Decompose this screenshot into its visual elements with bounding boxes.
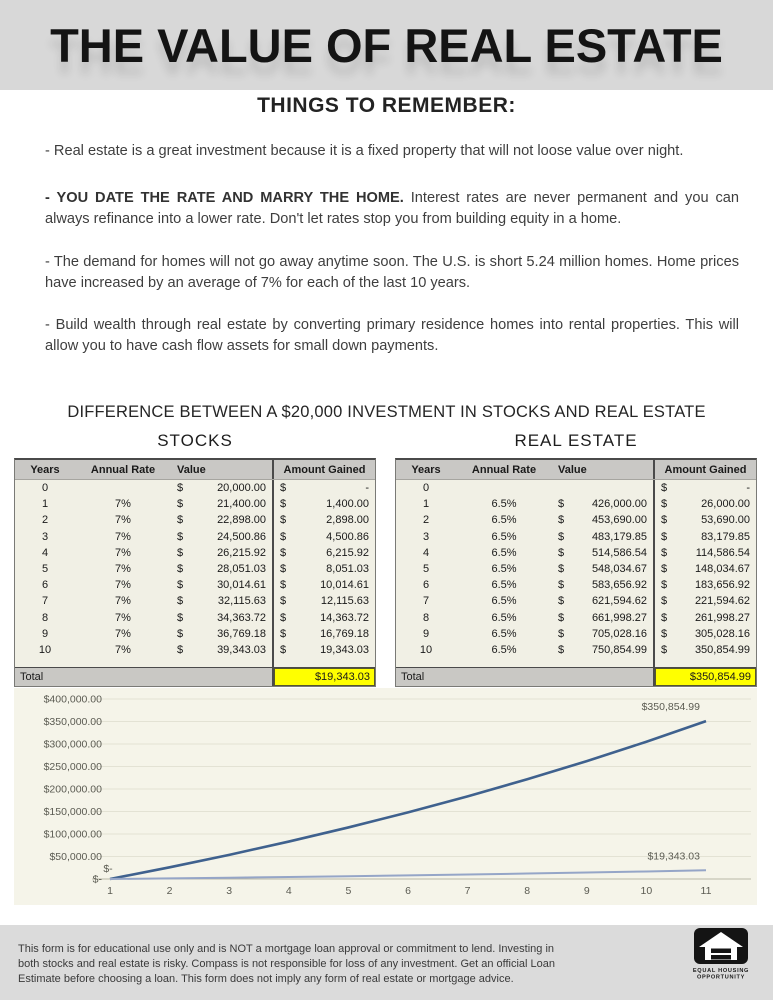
svg-text:EQUAL HOUSING: EQUAL HOUSING <box>692 968 750 974</box>
bullet-paragraph <box>45 252 739 294</box>
equal-housing-house-icon <box>692 928 750 982</box>
table-spacer-row <box>15 658 375 667</box>
cell-amount-gained: $ 261,998.27 <box>653 610 756 626</box>
cell-years: 7 <box>422 595 430 608</box>
bullet-paragraph <box>45 141 739 162</box>
cell-value: $ 621,594.62 <box>558 595 647 608</box>
table-row <box>15 642 375 658</box>
cell-years: 8 <box>422 611 430 624</box>
table-row <box>15 577 375 593</box>
cell-value: $ 20,000.00 <box>177 482 266 495</box>
cell-value: $ 750,854.99 <box>558 643 647 656</box>
table-row <box>396 642 756 658</box>
header-amount-gained: Amount Gained <box>272 460 375 479</box>
bullet-list <box>45 141 739 357</box>
table-row <box>396 545 756 561</box>
x-axis-tick-label: 8 <box>524 885 531 897</box>
cell-amount-gained: $ 14,363.72 <box>272 610 375 626</box>
cell-value: $ 453,690.00 <box>558 514 647 527</box>
cell-years: 10 <box>419 643 433 656</box>
header-years: Years <box>30 463 60 476</box>
table-row <box>396 561 756 577</box>
cell-value: $ 39,343.03 <box>177 643 266 656</box>
table-row <box>396 480 756 496</box>
svg-text:OPPORTUNITY: OPPORTUNITY <box>696 974 746 981</box>
y-axis-tick-label: $400,000.00 <box>43 693 102 706</box>
table-row <box>15 593 375 609</box>
cell-annual-rate: 7% <box>115 643 131 656</box>
bullet-text: - The demand for homes will not go away anytime soon. The U.S. is short 5.24 million homes. Home prices have increased by an average of 7% for each of the last 10 years. <box>45 254 739 291</box>
x-axis-tick-label: 6 <box>405 885 411 897</box>
cell-amount-gained: $ - <box>272 480 375 496</box>
cell-value: $ 21,400.00 <box>177 498 266 511</box>
cell-years: 2 <box>422 514 430 527</box>
cell-amount-gained: $ 350,854.99 <box>653 642 756 658</box>
page-title: THE VALUE OF REAL ESTATE <box>50 18 723 72</box>
cell-years: 9 <box>41 627 49 640</box>
cell-amount-gained: $ - <box>653 480 756 496</box>
bullet-text: - Build wealth through real estate by converting primary residence homes into rental properties. This will allow you to have cash flow assets for small down payments. <box>45 317 739 354</box>
cell-annual-rate <box>456 480 552 496</box>
y-axis-tick-label: $350,000.00 <box>43 716 102 728</box>
cell-years: 4 <box>41 546 49 559</box>
cell-annual-rate: 6.5% <box>491 595 517 608</box>
series-end-label: $19,343.03 <box>647 850 700 863</box>
cell-years: 1 <box>41 498 49 511</box>
bullet-paragraph <box>45 188 739 230</box>
cell-years: 3 <box>422 530 430 543</box>
header-years: Years <box>411 463 441 476</box>
stocks-table <box>14 458 376 687</box>
cell-amount-gained: $ 2,898.00 <box>272 512 375 528</box>
cell-amount-gained: $ 10,014.61 <box>272 577 375 593</box>
table-row <box>396 593 756 609</box>
series-start-label: $- <box>103 863 113 875</box>
cell-annual-rate: 7% <box>115 498 131 511</box>
cell-years: 7 <box>41 595 49 608</box>
bullet-paragraph <box>45 315 739 357</box>
cell-years: 0 <box>422 482 430 495</box>
y-axis-tick-label: $100,000.00 <box>43 828 102 841</box>
cell-years: 9 <box>422 627 430 640</box>
stocks-table-title: STOCKS <box>157 431 233 450</box>
cell-amount-gained: $ 1,400.00 <box>272 496 375 512</box>
y-axis-tick-label: $200,000.00 <box>43 783 102 796</box>
cell-value: $ 34,363.72 <box>177 611 266 624</box>
y-axis-tick-label: $- <box>92 873 102 886</box>
cell-value: $ 26,215.92 <box>177 546 266 559</box>
cell-annual-rate: 7% <box>115 530 131 543</box>
cell-annual-rate: 6.5% <box>491 627 517 640</box>
table-row <box>15 626 375 642</box>
cell-annual-rate: 6.5% <box>491 611 517 624</box>
x-axis-tick-label: 9 <box>583 885 590 897</box>
cell-amount-gained: $ 148,034.67 <box>653 561 756 577</box>
cell-value: $ 28,051.03 <box>177 563 266 576</box>
y-axis-tick-label: $150,000.00 <box>43 806 102 818</box>
table-row <box>396 577 756 593</box>
bullet-text: Interest rates are never permanent and you can always refinance into a lower rate. Don't let rates stop you from building equity in a home. <box>45 190 740 227</box>
table-row <box>15 496 375 512</box>
total-value-highlight: $19,343.03 <box>272 668 375 686</box>
table-row <box>396 529 756 545</box>
cell-years: 10 <box>38 643 52 656</box>
table-header-row <box>15 460 375 480</box>
cell-value: $ 24,500.86 <box>177 530 266 543</box>
cell-value: $ 661,998.27 <box>558 611 647 624</box>
cell-years: 5 <box>422 563 430 576</box>
y-axis-tick-label: $300,000.00 <box>43 738 102 751</box>
x-axis-tick-label: 3 <box>226 885 233 897</box>
table-row <box>15 529 375 545</box>
cell-value <box>552 480 653 496</box>
stocks-table-body <box>15 480 375 658</box>
cell-annual-rate: 6.5% <box>491 563 517 576</box>
table-row <box>396 626 756 642</box>
cell-amount-gained: $ 4,500.86 <box>272 529 375 545</box>
total-label: Total <box>396 668 653 686</box>
y-axis-tick-label: $50,000.00 <box>49 851 102 863</box>
cell-annual-rate: 7% <box>115 579 131 592</box>
cell-amount-gained: $ 8,051.03 <box>272 561 375 577</box>
table-row <box>15 561 375 577</box>
cell-annual-rate: 7% <box>115 546 131 559</box>
cell-annual-rate: 6.5% <box>491 514 517 527</box>
table-row <box>396 610 756 626</box>
cell-value: $ 22,898.00 <box>177 514 266 527</box>
cell-amount-gained: $ 53,690.00 <box>653 512 756 528</box>
header-band <box>0 0 773 90</box>
cell-annual-rate: 6.5% <box>491 498 517 511</box>
x-axis-tick-label: 10 <box>640 885 653 897</box>
table-total-row <box>396 667 756 686</box>
cell-amount-gained: $ 83,179.85 <box>653 529 756 545</box>
series-end-label: $350,854.99 <box>641 701 700 714</box>
cell-amount-gained: $ 221,594.62 <box>653 593 756 609</box>
cell-amount-gained: $ 26,000.00 <box>653 496 756 512</box>
cell-years: 2 <box>41 514 49 527</box>
table-spacer-row <box>396 658 756 667</box>
cell-annual-rate: 6.5% <box>491 579 517 592</box>
cell-years: 1 <box>422 498 430 511</box>
cell-years: 5 <box>41 563 49 576</box>
total-value-highlight: $350,854.99 <box>653 668 756 686</box>
cell-value: $ 548,034.67 <box>558 563 647 576</box>
cell-value: $ 583,656.92 <box>558 579 647 592</box>
cell-annual-rate: 7% <box>115 595 131 608</box>
x-axis-tick-label: 7 <box>464 885 471 897</box>
x-axis-tick-label: 1 <box>107 885 113 897</box>
cell-annual-rate: 7% <box>115 514 131 527</box>
cell-amount-gained: $ 114,586.54 <box>653 545 756 561</box>
cell-amount-gained: $ 19,343.03 <box>272 642 375 658</box>
x-axis-tick-label: 2 <box>166 885 173 897</box>
cell-value: $ 426,000.00 <box>558 498 647 511</box>
cell-value: $ 705,028.16 <box>558 627 647 640</box>
table-row <box>15 610 375 626</box>
cell-amount-gained: $ 183,656.92 <box>653 577 756 593</box>
comparison-heading: DIFFERENCE BETWEEN A $20,000 INVESTMENT IN STOCKS AND REAL ESTATE <box>67 403 706 421</box>
header-value: Value <box>177 463 206 476</box>
table-row <box>396 496 756 512</box>
cell-annual-rate <box>75 480 171 496</box>
table-row <box>396 512 756 528</box>
bullet-bold: - YOU DATE THE RATE AND MARRY THE HOME. <box>45 190 404 206</box>
cell-value: $ 30,014.61 <box>177 579 266 592</box>
total-label: Total <box>15 668 272 686</box>
header-amount-gained: Amount Gained <box>653 460 756 479</box>
cell-amount-gained: $ 16,769.18 <box>272 626 375 642</box>
table-total-row <box>15 667 375 686</box>
y-axis-tick-label: $250,000.00 <box>43 761 102 773</box>
cell-annual-rate: 7% <box>115 563 131 576</box>
cell-annual-rate: 6.5% <box>491 546 517 559</box>
cell-value: $ 514,586.54 <box>558 546 647 559</box>
cell-annual-rate: 7% <box>115 611 131 624</box>
equal-housing-logo <box>692 928 750 987</box>
table-header-row <box>396 460 756 480</box>
cell-years: 8 <box>41 611 49 624</box>
header-annual-rate: Annual Rate <box>471 463 537 476</box>
cell-amount-gained: $ 6,215.92 <box>272 545 375 561</box>
realestate-table-body <box>396 480 756 658</box>
growth-chart-svg <box>14 688 757 905</box>
bullet-text: - Real estate is a great investment because it is a fixed property that will not loose value over night. <box>45 143 684 159</box>
x-axis-tick-label: 4 <box>285 885 292 897</box>
cell-years: 3 <box>41 530 49 543</box>
table-row <box>15 512 375 528</box>
cell-years: 0 <box>41 482 49 495</box>
cell-years: 4 <box>422 546 430 559</box>
cell-years: 6 <box>41 579 49 592</box>
cell-annual-rate: 6.5% <box>491 643 517 656</box>
cell-value: $ 483,179.85 <box>558 530 647 543</box>
table-row <box>15 545 375 561</box>
cell-annual-rate: 7% <box>115 627 131 640</box>
cell-amount-gained: $ 12,115.63 <box>272 593 375 609</box>
chart-series-line <box>110 870 706 879</box>
x-axis-tick-label: 11 <box>700 885 712 897</box>
footer-band <box>0 925 773 1000</box>
disclaimer-text: This form is for educational use only and is NOT a mortgage loan approval or commitment to lend. Investing in both stocks and real estate is risky. Compass is not responsible for loss of any investment. Get an official Loan Estimate before choosing a loan. This form does not imply any form of real estate or mortgage advice. <box>18 943 556 985</box>
cell-value: $ 36,769.18 <box>177 627 266 640</box>
chart-series-line <box>110 721 706 879</box>
cell-years: 6 <box>422 579 430 592</box>
header-annual-rate: Annual Rate <box>90 463 156 476</box>
cell-amount-gained: $ 305,028.16 <box>653 626 756 642</box>
realestate-table-title: REAL ESTATE <box>514 431 638 450</box>
table-row <box>15 480 375 496</box>
x-axis-tick-label: 5 <box>345 885 352 897</box>
cell-annual-rate: 6.5% <box>491 530 517 543</box>
cell-value: $ 32,115.63 <box>177 595 266 608</box>
things-to-remember-heading: THINGS TO REMEMBER: <box>257 94 516 117</box>
growth-chart-panel <box>14 688 757 905</box>
header-value: Value <box>558 463 587 476</box>
realestate-table <box>395 458 757 687</box>
